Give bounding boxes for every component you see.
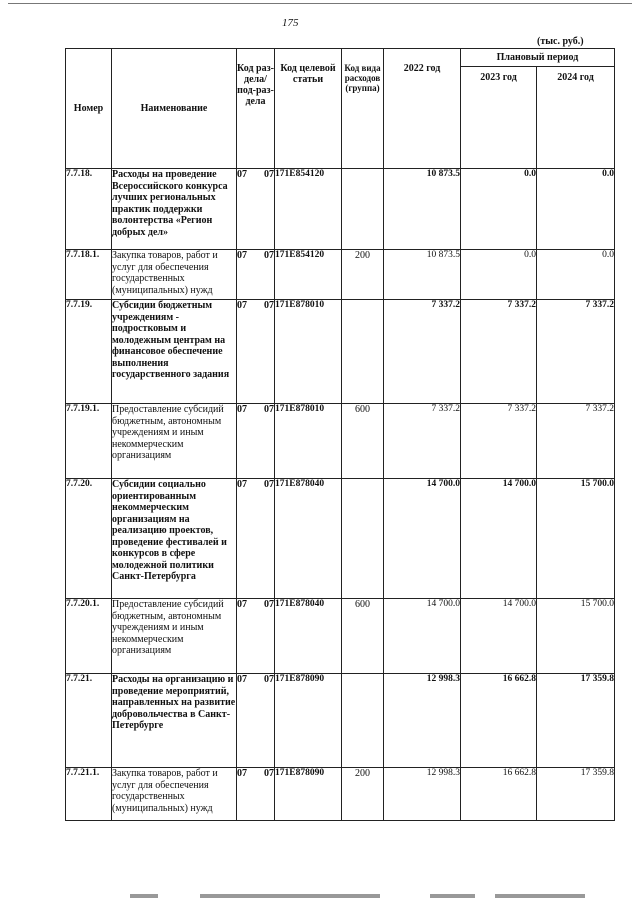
page-number: 175 xyxy=(282,17,299,29)
section-code: 07 xyxy=(237,404,247,415)
header-name: Наименование xyxy=(112,49,237,169)
row-name: Расходы на проведение Всероссийского конкурса лучших региональных практик поддержки волонтерства «Регион добрых дел» xyxy=(112,169,237,250)
scan-artifact xyxy=(495,894,585,898)
subsection-code: 07 xyxy=(264,169,274,180)
row-expense-type: 600 xyxy=(342,599,384,674)
row-expense-type: 200 xyxy=(342,768,384,821)
row-number: 7.7.18.1. xyxy=(66,250,112,300)
header-year-2023: 2023 год xyxy=(461,67,537,169)
row-amount-2024: 0.0 xyxy=(537,169,615,250)
row-name: Расходы на организацию и проведение мероприятий, направленных на развитие добровольчества в Санкт-Петербурге xyxy=(112,674,237,768)
row-target-code: 171E854120 xyxy=(275,250,342,300)
table-row xyxy=(66,599,615,674)
table-row xyxy=(66,404,615,479)
row-target-code: 171E854120 xyxy=(275,169,342,250)
row-name: Субсидии социально ориентированным некоммерческим организациям на реализацию проектов, проведение фестивалей и конкурсов в сфере молодежной политики Санкт-Петербурга xyxy=(112,479,237,599)
page-top-rule xyxy=(8,3,632,4)
scan-artifact xyxy=(130,894,158,898)
row-amount-2023: 7 337.2 xyxy=(461,300,537,404)
row-section-code xyxy=(237,300,275,404)
header-planned-period: Плановый период xyxy=(461,49,615,67)
section-code: 07 xyxy=(237,300,247,311)
row-target-code: 171E878040 xyxy=(275,599,342,674)
row-amount-2023: 14 700.0 xyxy=(461,599,537,674)
subsection-code: 07 xyxy=(264,300,274,311)
header-year-2024: 2024 год xyxy=(537,67,615,169)
row-amount-2023: 0.0 xyxy=(461,250,537,300)
row-amount-2024: 0.0 xyxy=(537,250,615,300)
table-row xyxy=(66,479,615,599)
row-target-code: 171E878010 xyxy=(275,404,342,479)
row-amount-2022: 10 873.5 xyxy=(384,169,461,250)
subsection-code: 07 xyxy=(264,250,274,261)
scan-artifact xyxy=(200,894,380,898)
row-section-code xyxy=(237,250,275,300)
row-expense-type: 200 xyxy=(342,250,384,300)
row-target-code: 171E878040 xyxy=(275,479,342,599)
subsection-code: 07 xyxy=(264,674,274,685)
row-expense-type xyxy=(342,479,384,599)
row-number: 7.7.19. xyxy=(66,300,112,404)
row-section-code xyxy=(237,599,275,674)
row-amount-2022: 7 337.2 xyxy=(384,404,461,479)
header-target: Код целевой статьи xyxy=(275,49,342,169)
row-amount-2022: 14 700.0 xyxy=(384,479,461,599)
row-amount-2024: 17 359.8 xyxy=(537,674,615,768)
row-amount-2023: 14 700.0 xyxy=(461,479,537,599)
row-amount-2022: 10 873.5 xyxy=(384,250,461,300)
row-amount-2022: 12 998.3 xyxy=(384,768,461,821)
row-name: Субсидии бюджетным учреждениям - подростковым и молодежным центрам на финансовое обеспечение выполнения государственного задания xyxy=(112,300,237,404)
budget-table xyxy=(65,48,615,821)
subsection-code: 07 xyxy=(264,479,274,490)
row-number: 7.7.21.1. xyxy=(66,768,112,821)
row-expense-type xyxy=(342,674,384,768)
row-amount-2024: 7 337.2 xyxy=(537,404,615,479)
row-number: 7.7.19.1. xyxy=(66,404,112,479)
row-name: Закупка товаров, работ и услуг для обеспечения государственных (муниципальных) нужд xyxy=(112,250,237,300)
row-section-code xyxy=(237,479,275,599)
row-amount-2024: 17 359.8 xyxy=(537,768,615,821)
scan-artifact xyxy=(430,894,475,898)
row-section-code xyxy=(237,169,275,250)
section-code: 07 xyxy=(237,599,247,610)
row-amount-2022: 12 998.3 xyxy=(384,674,461,768)
header-number: Номер xyxy=(66,49,112,169)
row-amount-2024: 15 700.0 xyxy=(537,479,615,599)
row-target-code: 171E878090 xyxy=(275,674,342,768)
table-row xyxy=(66,768,615,821)
header-section: Код раз-дела/ под-раз-дела xyxy=(237,49,275,169)
row-name: Закупка товаров, работ и услуг для обеспечения государственных (муниципальных) нужд xyxy=(112,768,237,821)
units-label: (тыс. руб.) xyxy=(537,36,584,47)
table-row xyxy=(66,250,615,300)
row-amount-2023: 16 662.8 xyxy=(461,674,537,768)
section-code: 07 xyxy=(237,169,247,180)
section-code: 07 xyxy=(237,479,247,490)
row-amount-2022: 7 337.2 xyxy=(384,300,461,404)
row-expense-type xyxy=(342,300,384,404)
row-name: Предоставление субсидий бюджетным, автономным учреждениям и иным некоммерческим организациям xyxy=(112,404,237,479)
row-number: 7.7.21. xyxy=(66,674,112,768)
row-number: 7.7.20. xyxy=(66,479,112,599)
row-expense-type xyxy=(342,169,384,250)
row-target-code: 171E878010 xyxy=(275,300,342,404)
table-row xyxy=(66,300,615,404)
subsection-code: 07 xyxy=(264,599,274,610)
row-amount-2023: 16 662.8 xyxy=(461,768,537,821)
table-row xyxy=(66,169,615,250)
section-code: 07 xyxy=(237,250,247,261)
subsection-code: 07 xyxy=(264,768,274,779)
row-amount-2024: 15 700.0 xyxy=(537,599,615,674)
subsection-code: 07 xyxy=(264,404,274,415)
section-code: 07 xyxy=(237,768,247,779)
row-amount-2023: 7 337.2 xyxy=(461,404,537,479)
row-amount-2024: 7 337.2 xyxy=(537,300,615,404)
section-code: 07 xyxy=(237,674,247,685)
row-name: Предоставление субсидий бюджетным, автономным учреждениям и иным некоммерческим организациям xyxy=(112,599,237,674)
row-section-code xyxy=(237,674,275,768)
table-body xyxy=(66,169,615,821)
table-row xyxy=(66,674,615,768)
header-year-2022: 2022 год xyxy=(384,49,461,169)
row-section-code xyxy=(237,768,275,821)
row-number: 7.7.18. xyxy=(66,169,112,250)
row-expense-type: 600 xyxy=(342,404,384,479)
row-section-code xyxy=(237,404,275,479)
header-expense-type: Код вида расходов (группа) xyxy=(342,49,384,169)
row-number: 7.7.20.1. xyxy=(66,599,112,674)
row-amount-2022: 14 700.0 xyxy=(384,599,461,674)
row-amount-2023: 0.0 xyxy=(461,169,537,250)
row-target-code: 171E878090 xyxy=(275,768,342,821)
